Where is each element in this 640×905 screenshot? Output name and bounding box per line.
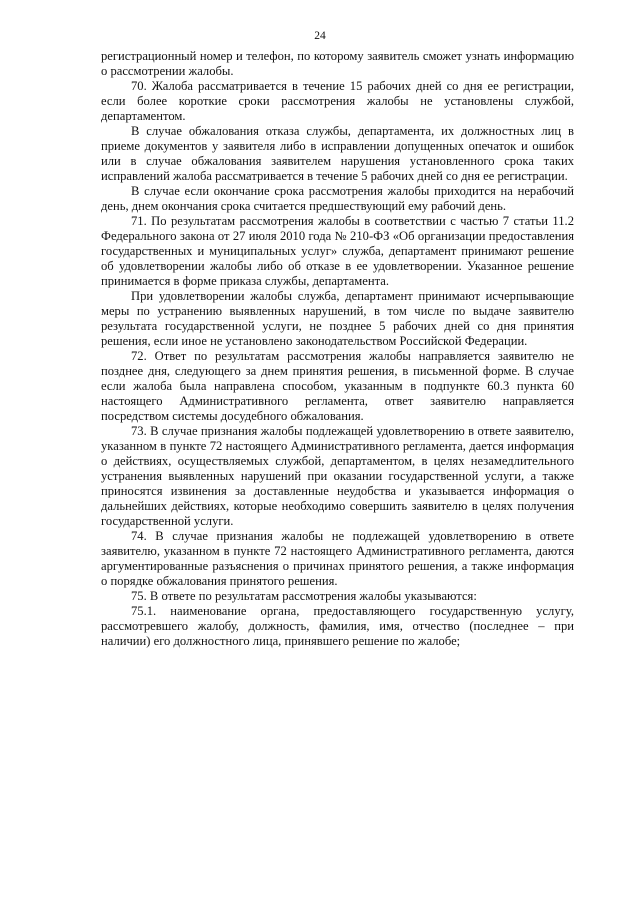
paragraph-71-satisfaction: При удовлетворении жалобы служба, департамент принимают исчерпывающие меры по устранению выявленных нарушений, в том числе по выдаче заявителю результата государственной услуги, не позднее 5 рабочих дней со дня принятия решения, если иное не установлено законодательством Российской Федерации. [101,289,574,348]
document-body [101,49,574,649]
paragraph-74: 74. В случае признания жалобы не подлежащей удовлетворению в ответе заявителю, указанном в пункте 72 настоящего Административного регламента, даются аргументированные разъяснения о причинах принятого решения, а также информация о порядке обжалования принятого решения. [101,529,574,588]
paragraph-75: 75. В ответе по результатам рассмотрения жалобы указываются: [131,589,477,603]
paragraph-75-1: 75.1. наименование органа, предоставляющего государственную услугу, рассмотревшего жалобу, должность, фамилия, имя, отчество (последнее – при наличии) его должностного лица, принявшего решение по жалобе; [101,604,574,648]
paragraph-70: 70. Жалоба рассматривается в течение 15 рабочих дней со дня ее регистрации, если более короткие сроки рассмотрения жалобы не установлены службой, департаментом. [101,79,574,123]
paragraph-70-appeal-refusal: В случае обжалования отказа службы, департамента, их должностных лиц в приеме документов у заявителя либо в исправлении допущенных опечаток и ошибок или в случае обжалования заявителем нарушения установленного срока таких исправлений жалоба рассматривается в течение 5 рабочих дней со дня ее регистрации. [101,124,574,183]
paragraph-72: 72. Ответ по результатам рассмотрения жалобы направляется заявителю не позднее дня, следующего за днем принятия решения, в письменной форме. В случае если жалоба была направлена способом, указанным в подпункте 60.3 пункта 60 настоящего Административного регламента, ответ заявителю направляется посредством системы досудебного обжалования. [101,349,574,423]
paragraph-continuation: регистрационный номер и телефон, по которому заявитель сможет узнать информацию о рассмотрении жалобы. [101,49,574,78]
paragraph-73: 73. В случае признания жалобы подлежащей удовлетворению в ответе заявителю, указанном в пункте 72 настоящего Административного регламента, дается информация о действиях, осуществляемых службой, департаментом, в целях незамедлительного устранения выявленных нарушений при оказании государственной услуги, а также приносятся извинения за доставленные неудобства и указывается информация о дальнейших действиях, которые необходимо совершить заявителю в целях получения государственной услуги. [101,424,574,528]
page-number: 24 [314,30,326,42]
paragraph-71: 71. По результатам рассмотрения жалобы в соответствии с частью 7 статьи 11.2 Федерального закона от 27 июля 2010 года № 210-ФЗ «Об организации предоставления государственных и муниципальных услуг» служба, департамент принимают решение об удовлетворении жалобы либо об отказе в ее удовлетворении. Указанное решение принимается в форме приказа службы, департамента. [101,214,574,288]
paragraph-70-nonworking-day: В случае если окончание срока рассмотрения жалобы приходится на нерабочий день, днем окончания срока считается предшествующий ему рабочий день. [101,184,574,213]
